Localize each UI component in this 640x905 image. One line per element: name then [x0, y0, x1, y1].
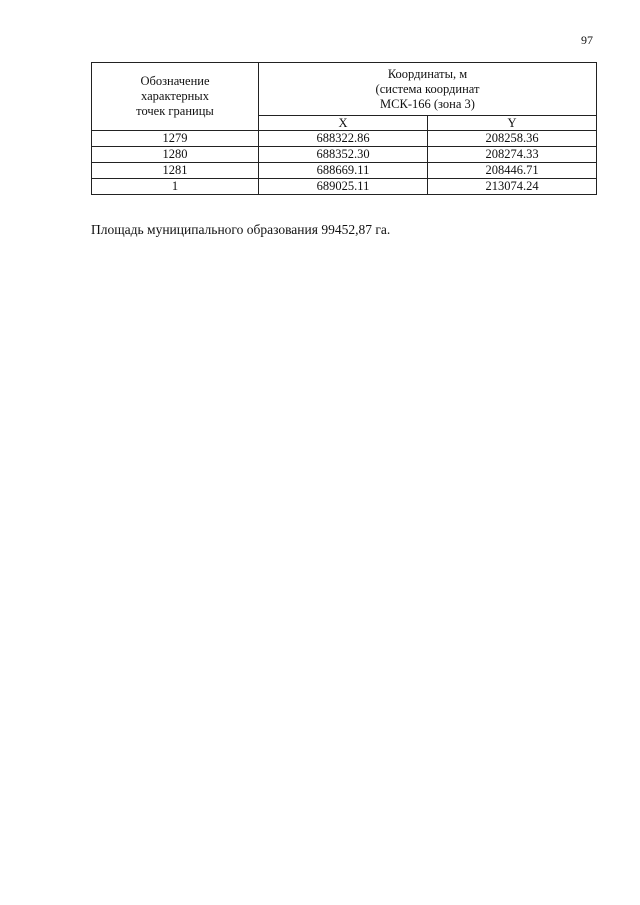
- header-y: Y: [428, 116, 597, 131]
- cell-y: 208446.71: [428, 163, 597, 179]
- cell-point: 1279: [92, 131, 259, 147]
- cell-point: 1281: [92, 163, 259, 179]
- cell-x: 688352.30: [259, 147, 428, 163]
- header-x: X: [259, 116, 428, 131]
- table-row: [92, 131, 597, 147]
- cell-x: 688322.86: [259, 131, 428, 147]
- table-row: [92, 147, 597, 163]
- cell-x: 688669.11: [259, 163, 428, 179]
- table-row: [92, 179, 597, 195]
- header-coordinates: Координаты, м (система координат МСК-166 (зона 3): [259, 63, 597, 116]
- cell-y: 213074.24: [428, 179, 597, 195]
- area-statement: Площадь муниципального образования 99452,87 га.: [91, 222, 391, 237]
- cell-point: 1: [92, 179, 259, 195]
- table-row: [92, 163, 597, 179]
- coordinates-table: [91, 62, 597, 195]
- page-number: 97: [581, 33, 593, 47]
- header-point-designation: Обозначение характерных точек границы: [92, 63, 259, 131]
- cell-y: 208258.36: [428, 131, 597, 147]
- cell-x: 689025.11: [259, 179, 428, 195]
- cell-point: 1280: [92, 147, 259, 163]
- cell-y: 208274.33: [428, 147, 597, 163]
